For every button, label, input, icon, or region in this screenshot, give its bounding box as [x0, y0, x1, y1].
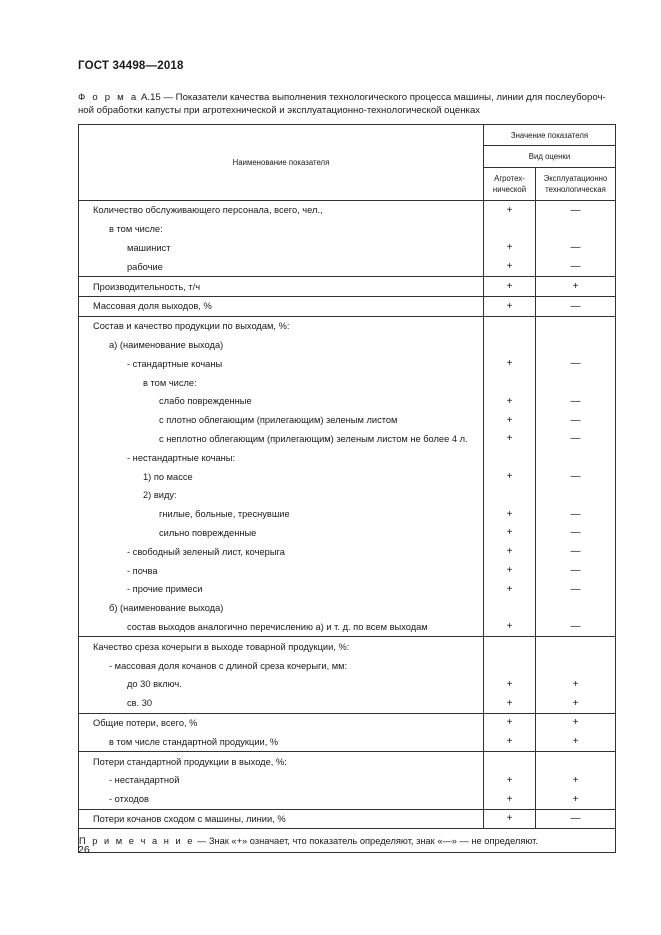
- indicator-name: Качество среза кочерыги в выходе товарной продукции, %:: [79, 637, 484, 656]
- exploit-mark: +: [536, 771, 616, 790]
- exploit-mark: +: [536, 713, 616, 732]
- exploit-mark: [536, 752, 616, 771]
- indicator-name: с плотно облегающим (прилегающим) зеленым листом: [79, 411, 484, 430]
- indicator-name: Производительность, т/ч: [79, 277, 484, 297]
- indicator-name: состав выходов аналогично перечислению а) и т. д. по всем выходам: [79, 618, 484, 637]
- table-row: [79, 656, 616, 675]
- table-row: [79, 809, 616, 829]
- exploit-mark: —: [536, 201, 616, 220]
- caption-prefix: Ф о р м а: [78, 92, 139, 103]
- exploit-mark: +: [536, 277, 616, 297]
- exploit-mark: [536, 336, 616, 355]
- exploit-mark: —: [536, 561, 616, 580]
- agro-mark: +: [484, 542, 536, 561]
- indicator-name: Массовая доля выходов, %: [79, 296, 484, 316]
- header-value-group: Значение показателя: [484, 125, 616, 146]
- agro-mark: [484, 336, 536, 355]
- indicator-name: в том числе:: [79, 373, 484, 392]
- exploit-mark: [536, 448, 616, 467]
- agro-mark: [484, 599, 536, 618]
- agro-mark: +: [484, 675, 536, 694]
- exploit-mark: —: [536, 542, 616, 561]
- exploit-mark: —: [536, 505, 616, 524]
- table-row: [79, 675, 616, 694]
- indicator-name: гнилые, больные, треснувшие: [79, 505, 484, 524]
- exploit-mark: [536, 373, 616, 392]
- agro-mark: +: [484, 296, 536, 316]
- agro-mark: +: [484, 618, 536, 637]
- table-row: [79, 201, 616, 220]
- agro-mark: [484, 316, 536, 335]
- agro-mark: +: [484, 201, 536, 220]
- table-row: [79, 239, 616, 258]
- indicator-name: - отходов: [79, 790, 484, 809]
- table-row: [79, 336, 616, 355]
- table-row: [79, 771, 616, 790]
- indicator-name: в том числе:: [79, 220, 484, 239]
- indicator-name: - массовая доля кочанов с длиной среза кочерыги, мм:: [79, 656, 484, 675]
- header-agro: Агротех-нической: [484, 168, 536, 201]
- agro-mark: +: [484, 732, 536, 751]
- header-indicator-name: Наименование показателя: [79, 125, 484, 201]
- table-row: [79, 542, 616, 561]
- exploit-mark: +: [536, 675, 616, 694]
- agro-mark: +: [484, 809, 536, 829]
- page-number: 26: [78, 844, 90, 856]
- header-exploit: Эксплуатационно технологическая: [536, 168, 616, 201]
- table-row: [79, 316, 616, 335]
- table-row: [79, 713, 616, 732]
- form-caption: [78, 92, 616, 117]
- agro-mark: +: [484, 411, 536, 430]
- exploit-mark: —: [536, 257, 616, 276]
- exploit-mark: +: [536, 694, 616, 713]
- exploit-mark: —: [536, 430, 616, 449]
- indicator-name: 1) по массе: [79, 467, 484, 486]
- exploit-mark: —: [536, 580, 616, 599]
- indicator-name: - нестандартные кочаны:: [79, 448, 484, 467]
- indicator-name: Состав и качество продукции по выходам, %:: [79, 316, 484, 335]
- table-row: [79, 505, 616, 524]
- exploit-mark: [536, 637, 616, 656]
- caption-text: А.15 — Показатели качества выполнения технологического процесса машины, линии для послеубороч-ной обработки капусты при агротехнической и эксплуатационно-технологической оценках: [78, 92, 606, 116]
- exploit-mark: —: [536, 392, 616, 411]
- indicator-name: - нестандартной: [79, 771, 484, 790]
- agro-mark: +: [484, 580, 536, 599]
- indicator-name: а) (наименование выхода): [79, 336, 484, 355]
- table-row: [79, 296, 616, 316]
- note-text: — Знак «+» означает, что показатель определяют, знак «—» — не определяют.: [194, 835, 538, 846]
- table-row: [79, 637, 616, 656]
- table-row: [79, 448, 616, 467]
- indicator-name: Общие потери, всего, %: [79, 713, 484, 732]
- exploit-mark: +: [536, 790, 616, 809]
- agro-mark: +: [484, 713, 536, 732]
- table-row: [79, 373, 616, 392]
- indicator-name: слабо поврежденные: [79, 392, 484, 411]
- exploit-mark: —: [536, 618, 616, 637]
- table-row: [79, 392, 616, 411]
- exploit-mark: +: [536, 732, 616, 751]
- agro-mark: [484, 656, 536, 675]
- agro-mark: [484, 752, 536, 771]
- table-row: [79, 277, 616, 297]
- indicator-name: св. 30: [79, 694, 484, 713]
- table-row: [79, 752, 616, 771]
- note-label: П р и м е ч а н и е: [79, 835, 195, 846]
- table-row: [79, 732, 616, 751]
- indicator-name: машинист: [79, 239, 484, 258]
- agro-mark: +: [484, 257, 536, 276]
- agro-mark: [484, 373, 536, 392]
- indicator-name: - почва: [79, 561, 484, 580]
- indicator-name: Количество обслуживающего персонала, всего, чел.,: [79, 201, 484, 220]
- agro-mark: [484, 637, 536, 656]
- table-row: [79, 257, 616, 276]
- table-row: [79, 430, 616, 449]
- exploit-mark: —: [536, 239, 616, 258]
- table-row: [79, 486, 616, 505]
- agro-mark: +: [484, 771, 536, 790]
- table-row: [79, 618, 616, 637]
- exploit-mark: —: [536, 354, 616, 373]
- agro-mark: [484, 220, 536, 239]
- agro-mark: +: [484, 467, 536, 486]
- table-row: [79, 354, 616, 373]
- indicator-name: - прочие примеси: [79, 580, 484, 599]
- table-row: [79, 561, 616, 580]
- table-row: [79, 790, 616, 809]
- exploit-mark: [536, 316, 616, 335]
- indicator-name: 2) виду:: [79, 486, 484, 505]
- agro-mark: [484, 486, 536, 505]
- table-note: [79, 829, 616, 853]
- exploit-mark: —: [536, 524, 616, 543]
- indicator-name: Потери стандартной продукции в выходе, %:: [79, 752, 484, 771]
- indicator-name: в том числе стандартной продукции, %: [79, 732, 484, 751]
- exploit-mark: —: [536, 411, 616, 430]
- table-row: [79, 467, 616, 486]
- exploit-mark: —: [536, 296, 616, 316]
- indicator-name: Потери кочанов сходом с машины, линии, %: [79, 809, 484, 829]
- indicator-name: рабочие: [79, 257, 484, 276]
- agro-mark: +: [484, 694, 536, 713]
- agro-mark: +: [484, 524, 536, 543]
- agro-mark: +: [484, 354, 536, 373]
- exploit-mark: [536, 599, 616, 618]
- document-title: ГОСТ 34498—2018: [78, 60, 184, 72]
- exploit-mark: —: [536, 467, 616, 486]
- indicator-name: - свободный зеленый лист, кочерыга: [79, 542, 484, 561]
- agro-mark: +: [484, 430, 536, 449]
- agro-mark: +: [484, 505, 536, 524]
- header-assessment-type: Вид оценки: [484, 146, 616, 168]
- indicator-name: - стандартные кочаны: [79, 354, 484, 373]
- agro-mark: +: [484, 790, 536, 809]
- table-note-row: [79, 829, 616, 853]
- indicator-name: до 30 включ.: [79, 675, 484, 694]
- table-row: [79, 524, 616, 543]
- indicator-name: сильно поврежденные: [79, 524, 484, 543]
- indicator-name: с неплотно облегающим (прилегающим) зеленым листом не более 4 л.: [79, 430, 484, 449]
- agro-mark: +: [484, 392, 536, 411]
- table-row: [79, 580, 616, 599]
- table-row: [79, 220, 616, 239]
- indicators-table: [78, 124, 616, 853]
- agro-mark: +: [484, 561, 536, 580]
- exploit-mark: [536, 656, 616, 675]
- exploit-mark: —: [536, 809, 616, 829]
- table-row: [79, 599, 616, 618]
- table-row: [79, 694, 616, 713]
- agro-mark: [484, 448, 536, 467]
- indicator-name: б) (наименование выхода): [79, 599, 484, 618]
- table-row: [79, 411, 616, 430]
- agro-mark: +: [484, 239, 536, 258]
- exploit-mark: [536, 220, 616, 239]
- exploit-mark: [536, 486, 616, 505]
- agro-mark: +: [484, 277, 536, 297]
